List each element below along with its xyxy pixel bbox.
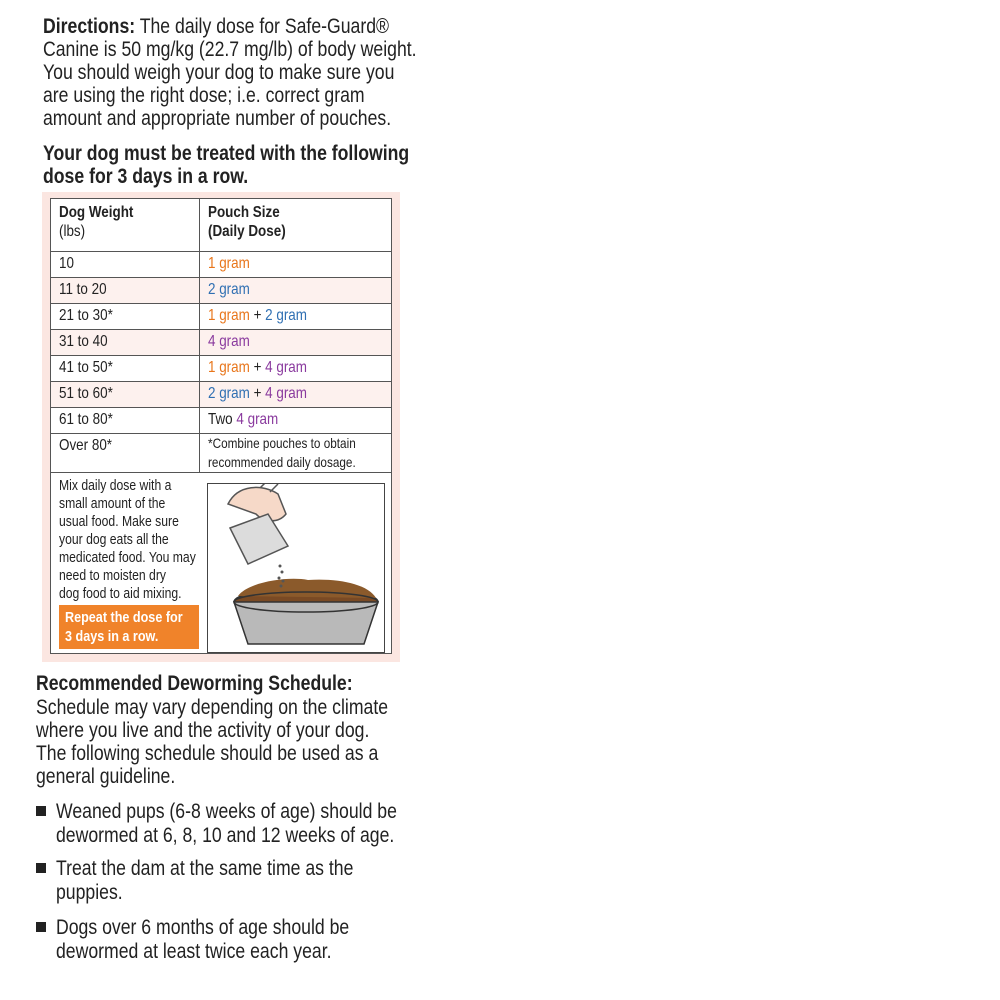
treatment-instruction bbox=[43, 142, 409, 188]
pouch-size-cell: 1 gram + 4 gram bbox=[200, 356, 392, 382]
schedule-body: Schedule may vary depending on the climate where you live and the activity of your dog. The following schedule should be used as a general guideline. bbox=[36, 696, 389, 788]
header-pouch-size: Pouch Size (Daily Dose) bbox=[200, 199, 392, 252]
repeat-dose-callout: Repeat the dose for 3 days in a row. bbox=[59, 605, 199, 649]
table-row bbox=[51, 356, 392, 382]
dog-weight-cell: 41 to 50* bbox=[51, 356, 200, 382]
mix-instructions-box bbox=[50, 472, 392, 654]
square-bullet-icon bbox=[36, 863, 46, 873]
table-row bbox=[51, 278, 392, 304]
combine-note-cell: *Combine pouches to obtain recommended daily dosage. bbox=[200, 434, 392, 479]
instruction-line: Your dog must be treated with the following bbox=[43, 142, 410, 165]
table-row bbox=[51, 408, 392, 434]
schedule-title: Recommended Deworming Schedule: bbox=[36, 672, 353, 695]
directions-line: You should weigh your dog to make sure you bbox=[43, 61, 395, 84]
table-row bbox=[51, 304, 392, 330]
directions-line: Canine is 50 mg/kg (22.7 mg/lb) of body weight. bbox=[43, 38, 417, 61]
header-dog-weight: Dog Weight (lbs) bbox=[51, 199, 200, 252]
feeding-illustration bbox=[207, 483, 385, 653]
directions-line: are using the right dose; i.e. correct gram bbox=[43, 84, 365, 107]
table-header-row bbox=[51, 199, 392, 252]
dog-weight-cell: 31 to 40 bbox=[51, 330, 200, 356]
square-bullet-icon bbox=[36, 806, 46, 816]
mix-instructions-text: Mix daily dose with a small amount of the usual food. Make sure your dog eats all the medicated food. You may need to moisten dry dog food to aid mixing. bbox=[59, 478, 196, 602]
pouch-size-cell: Two 4 gram bbox=[200, 408, 392, 434]
table-row bbox=[51, 252, 392, 278]
dog-weight-cell: 10 bbox=[51, 252, 200, 278]
dog-weight-cell: 61 to 80* bbox=[51, 408, 200, 434]
pouch-size-cell: 1 gram bbox=[200, 252, 392, 278]
pouch-size-cell: 1 gram + 2 gram bbox=[200, 304, 392, 330]
table-row bbox=[51, 382, 392, 408]
directions-line: amount and appropriate number of pouches. bbox=[43, 107, 392, 130]
pouch-size-cell: 4 gram bbox=[200, 330, 392, 356]
pouch-size-cell: 2 gram bbox=[200, 278, 392, 304]
directions-label: Directions: bbox=[43, 15, 136, 38]
pouch-size-cell: 2 gram + 4 gram bbox=[200, 382, 392, 408]
instruction-line: dose for 3 days in a row. bbox=[43, 165, 249, 188]
dog-weight-cell: 51 to 60* bbox=[51, 382, 200, 408]
directions-paragraph bbox=[43, 15, 417, 130]
dosage-table bbox=[50, 198, 392, 479]
dog-weight-cell: Over 80* bbox=[51, 434, 200, 479]
dog-food-bowl-icon bbox=[234, 579, 378, 644]
dog-weight-cell: 11 to 20 bbox=[51, 278, 200, 304]
directions-line: The daily dose for Safe-Guard® bbox=[135, 15, 390, 38]
dog-weight-cell: 21 to 30* bbox=[51, 304, 200, 330]
square-bullet-icon bbox=[36, 922, 46, 932]
table-row bbox=[51, 330, 392, 356]
